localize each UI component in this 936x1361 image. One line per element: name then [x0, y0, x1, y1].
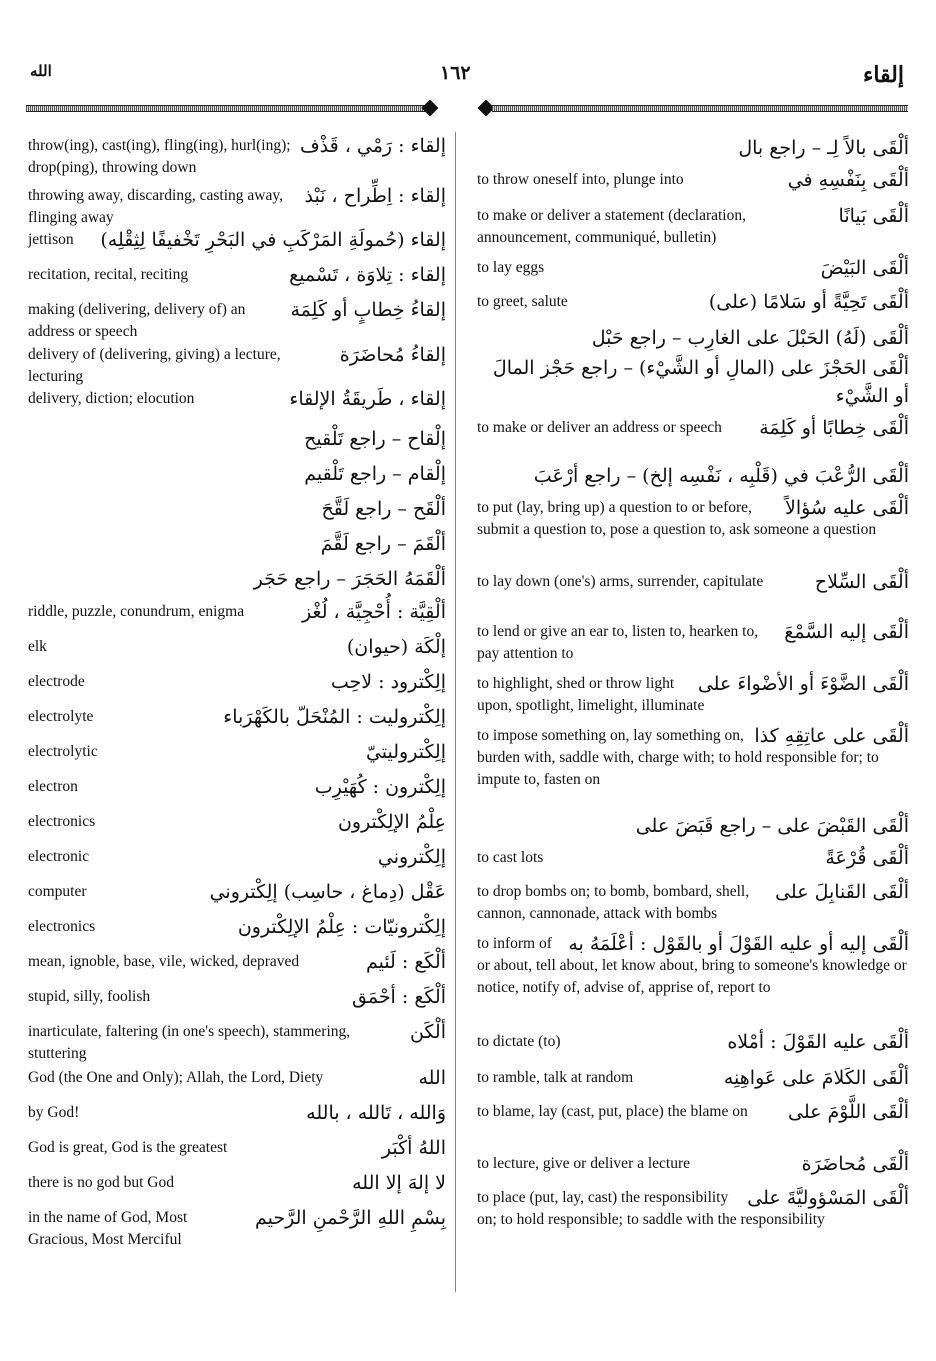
dictionary-entry — [477, 724, 909, 812]
dictionary-entry — [477, 620, 909, 672]
right-column — [477, 134, 909, 1252]
dictionary-entry — [28, 343, 446, 387]
dictionary-entry — [477, 168, 909, 204]
english-definition: to lend or give an ear to, listen to, hearken to, pay attention to — [477, 623, 759, 662]
arabic-headword: وَالله ، تَالله ، بالله — [306, 1102, 446, 1124]
header-rule-right — [476, 102, 908, 116]
english-definition: to make or deliver an address or speech — [477, 419, 722, 436]
header-last-word: الله — [30, 64, 52, 80]
dictionary-entry — [28, 985, 446, 1020]
arabic-headword: ألْكَن — [409, 1021, 446, 1043]
english-definition: to throw oneself into, plunge into — [477, 171, 684, 188]
dictionary-entry — [28, 880, 446, 915]
english-definition: to lay down (one's) arms, surrender, capitulate — [477, 573, 764, 590]
dictionary-entry — [28, 1066, 446, 1101]
english-definition: to dictate (to) — [477, 1033, 561, 1050]
dictionary-entry — [28, 810, 446, 845]
english-definition: stupid, silly, foolish — [28, 988, 151, 1005]
arabic-headword: ألْقَى المَسْؤوليَّةَ على — [747, 1187, 909, 1209]
english-definition: to impose something on, lay something on, burden with, saddle with, charge with; to hold responsible for; to impute to, fasten on — [477, 727, 879, 788]
english-definition: to cast lots — [477, 849, 544, 866]
dictionary-entry — [28, 425, 446, 460]
english-definition: to lay eggs — [477, 259, 545, 276]
arabic-headword: عِلْمُ الإلِكْترون — [337, 811, 446, 833]
dictionary-entry — [477, 570, 909, 620]
arabic-cross-reference: ألْقَمَهُ الحَجَرَ – راجع حَجَر — [253, 568, 446, 590]
arabic-cross-reference: ألْقَى الرُّعْبَ في (قَلْبِه ، نَفْسِه إلخ) – راجع أرْعَبَ — [533, 465, 909, 487]
arabic-cross-reference: ألْقَى بالاً لِـ – راجع بال — [738, 137, 909, 159]
dictionary-entry — [28, 1206, 446, 1252]
arabic-cross-reference: ألْقَى القَبْضَ على – راجع قَبَضَ على — [635, 815, 909, 837]
dictionary-entry — [477, 846, 909, 880]
header-headword: إلقاء — [863, 62, 904, 87]
dictionary-entry — [28, 705, 446, 740]
english-definition: throw(ing), cast(ing), fling(ing), hurl(ing); drop(ping), throwing down — [28, 137, 291, 176]
arabic-headword: إلقاءُ مُحاضَرَة — [339, 344, 446, 366]
dictionary-entry — [477, 290, 909, 324]
arabic-headword: إلِكْتروليتيّ — [365, 741, 446, 763]
dictionary-entry — [28, 495, 446, 530]
diamond-ornament-icon — [422, 100, 439, 117]
dictionary-entry — [477, 462, 909, 496]
dictionary-entry — [28, 460, 446, 495]
english-definition: inarticulate, faltering (in one's speech), stammering, stuttering — [28, 1023, 351, 1062]
english-definition: God is great, God is the greatest — [28, 1139, 228, 1156]
arabic-headword: ألْقَى قُرْعَةً — [825, 847, 909, 869]
arabic-headword: إلقاء ، طَريقَةُ الإلقاء — [289, 388, 446, 410]
dictionary-entry — [477, 1100, 909, 1152]
dictionary-entry — [477, 354, 909, 416]
arabic-headword: ألْقَى السِّلاح — [814, 571, 909, 593]
english-definition: throwing away, discarding, casting away, flinging away — [28, 187, 283, 226]
arabic-headword: لا إلهَ إلا الله — [352, 1172, 446, 1194]
dictionary-entry — [477, 1066, 909, 1100]
dictionary-entry — [477, 496, 909, 570]
english-definition: computer — [28, 883, 87, 900]
english-definition: elk — [28, 638, 47, 655]
english-definition: mean, ignoble, base, vile, wicked, depraved — [28, 953, 300, 970]
arabic-headword: ألْقِيَّة : أُحْجِيَّة ، لُغْز — [302, 601, 446, 623]
arabic-headword: ألْقَى البَيْضَ — [820, 257, 909, 279]
arabic-headword: ألْقَى القَنابِلَ على — [775, 881, 909, 903]
arabic-headword: ألْكَع : أحْمَق — [351, 986, 446, 1008]
dictionary-entry — [28, 263, 446, 298]
english-definition: to highlight, shed or throw light upon, spotlight, limelight, illuminate — [477, 675, 705, 714]
arabic-headword: إلِكْترون : كُهَيْرِب — [314, 776, 446, 798]
arabic-headword: إلِكْتروني — [377, 846, 446, 868]
arabic-headword: إلِكْتروليت : المُنْحَلّ بالكَهْرَباء — [223, 706, 446, 728]
arabic-headword: ألْقَى إليه أو عليه القَوْلَ أو بالقَوْل : أعْلَمَهُ به — [568, 933, 909, 955]
dictionary-entry — [28, 228, 446, 263]
english-definition: to blame, lay (cast, put, place) the blame on — [477, 1103, 748, 1120]
arabic-headword: إلقاء : اِطِّراح ، نَبْذ — [304, 185, 446, 207]
english-definition: electronics — [28, 813, 96, 830]
dictionary-entry — [28, 915, 446, 950]
arabic-headword: إلِكْترود : لاحِب — [330, 671, 446, 693]
english-definition: to lecture, give or deliver a lecture — [477, 1155, 691, 1172]
dictionary-entry — [28, 184, 446, 228]
arabic-cross-reference: ألْقَى (لَهُ) الحَبْلَ على الغارِب – راجع حَبْل — [591, 327, 909, 349]
dictionary-entry — [477, 134, 909, 168]
english-definition: riddle, puzzle, conundrum, enigma — [28, 603, 245, 620]
header-rule-left — [26, 102, 438, 116]
arabic-headword: إلقاءُ خِطابٍ أو كَلِمَة — [290, 299, 446, 321]
arabic-headword: اللهُ أكْبَر — [381, 1137, 446, 1159]
english-definition: to put (lay, bring up) a question to or before, submit a question to, pose a question to, ask someone a question — [477, 499, 877, 538]
english-definition: delivery, diction; elocution — [28, 390, 195, 407]
arabic-headword: ألْقَى على عاتِقِهِ كذا — [754, 725, 909, 747]
arabic-headword: ألْقَى مُحاضَرَة — [801, 1153, 909, 1175]
english-definition: to greet, salute — [477, 293, 568, 310]
dictionary-entry — [477, 1030, 909, 1066]
arabic-cross-reference: إلْقاح – راجع تَلْقيح — [304, 428, 446, 450]
dictionary-entry — [28, 950, 446, 985]
arabic-headword: ألْكَع : لَئيم — [365, 951, 446, 973]
arabic-headword: ألْقَى الضَّوْءَ أو الأضْواءَ على — [697, 673, 909, 695]
arabic-headword: إلقاء : تِلاوَة ، تَسْميع — [289, 264, 446, 286]
dictionary-entry — [477, 880, 909, 932]
english-definition: jettison — [28, 231, 74, 248]
english-definition: making (delivering, delivery of) an address or speech — [28, 301, 246, 340]
english-definition: there is no god but God — [28, 1174, 174, 1191]
english-definition: in the name of God, Most Gracious, Most Merciful — [28, 1209, 188, 1248]
english-definition: to ramble, talk at random — [477, 1069, 634, 1086]
left-column — [28, 134, 446, 1252]
arabic-cross-reference: ألْقَى الحَجْزَ على (المالِ أو الشَّيْء) – راجع حَجْز المالَ أو الشَّيْء — [492, 357, 909, 407]
dictionary-entry — [477, 204, 909, 256]
english-definition: electrode — [28, 673, 85, 690]
english-definition: electrolyte — [28, 708, 94, 725]
dictionary-entry — [28, 1020, 446, 1066]
english-definition: recitation, recital, reciting — [28, 266, 189, 283]
dictionary-entry — [477, 932, 909, 1030]
english-definition: to drop bombs on; to bomb, bombard, shell, cannon, cannonade, attack with bombs — [477, 883, 750, 922]
arabic-headword: بِسْمِ اللهِ الرَّحْمنِ الرَّحيم — [255, 1207, 446, 1229]
dictionary-entry — [477, 1186, 909, 1252]
dictionary-entry — [28, 740, 446, 775]
dictionary-entry — [28, 298, 446, 343]
dictionary-entry — [28, 670, 446, 705]
arabic-headword: ألْقَى اللَّوْمَ على — [788, 1101, 909, 1123]
arabic-headword: الله — [418, 1067, 446, 1089]
arabic-cross-reference: إلْقام – راجع تَلْقيم — [304, 463, 446, 485]
dictionary-entry — [28, 600, 446, 635]
arabic-headword: ألْقَى عليه سُؤالاً — [785, 497, 909, 519]
dictionary-entry — [477, 324, 909, 354]
arabic-headword: إلِكْترونيّات : عِلْمُ الإلِكْترون — [237, 916, 446, 938]
dictionary-entry — [477, 416, 909, 462]
dictionary-entry — [28, 1171, 446, 1206]
arabic-headword: إلقاء (حُمولَةِ المَرْكَبِ في البَحْرِ تَخْفيفًا لِثِقْلِه) — [100, 229, 446, 251]
english-definition: delivery of (delivering, giving) a lecture, lecturing — [28, 346, 281, 385]
english-definition: electrolytic — [28, 743, 98, 760]
english-definition: God (the One and Only); Allah, the Lord, Diety — [28, 1069, 324, 1086]
dictionary-entry — [477, 256, 909, 290]
english-definition: electronics — [28, 918, 96, 935]
dictionary-entry — [477, 812, 909, 846]
dictionary-entry — [477, 672, 909, 724]
dictionary-entry — [28, 845, 446, 880]
arabic-headword: إلقاء : رَمْي ، قَذْف — [299, 135, 446, 157]
dictionary-entry — [28, 387, 446, 425]
english-definition: electronic — [28, 848, 90, 865]
arabic-headword: ألْقَى عليه القَوْلَ : أمْلاه — [727, 1031, 909, 1053]
column-divider — [455, 132, 456, 1292]
english-definition: to inform of or about, tell about, let know about, bring to someone's knowledge or notice, notify of, advise of, apprise of, report to — [477, 935, 907, 996]
english-definition: to make or deliver a statement (declaration, announcement, communiqué, bulletin) — [477, 207, 746, 246]
english-definition: to place (put, lay, cast) the responsibility on; to hold responsible; to saddle with the responsibility — [477, 1189, 825, 1228]
dictionary-entry — [28, 635, 446, 670]
arabic-cross-reference: ألْقَمَ – راجع لَقَّمَ — [320, 533, 446, 555]
arabic-headword: ألْقَى بَيانًا — [838, 205, 909, 227]
arabic-headword: ألْقَى الكَلامَ على عَواهِنِه — [723, 1067, 909, 1089]
dictionary-entry — [477, 1152, 909, 1186]
arabic-cross-reference: ألْقَح – راجع لَقَّحَ — [321, 498, 446, 520]
dictionary-entry — [28, 775, 446, 810]
arabic-headword: ألْقَى خِطابًا أو كَلِمَة — [759, 417, 909, 439]
dictionary-entry — [28, 530, 446, 565]
dictionary-entry — [28, 565, 446, 600]
arabic-headword: ألْقَى إليه السَّمْعَ — [784, 621, 909, 643]
english-definition: electron — [28, 778, 78, 795]
english-definition: by God! — [28, 1104, 80, 1121]
arabic-headword: ألْقَى بِنَفْسِهِ في — [787, 169, 909, 191]
dictionary-entry — [28, 134, 446, 184]
arabic-headword: عَقْل (دِماغ ، حاسِب) إلِكْتروني — [209, 881, 446, 903]
page-number: ١٦٢ — [440, 63, 471, 84]
arabic-headword: إلْكَة (حيوان) — [346, 636, 446, 658]
arabic-headword: ألْقَى تَحِيَّةً أو سَلامًا (على) — [708, 291, 909, 313]
dictionary-entry — [28, 1136, 446, 1171]
dictionary-entry — [28, 1101, 446, 1136]
